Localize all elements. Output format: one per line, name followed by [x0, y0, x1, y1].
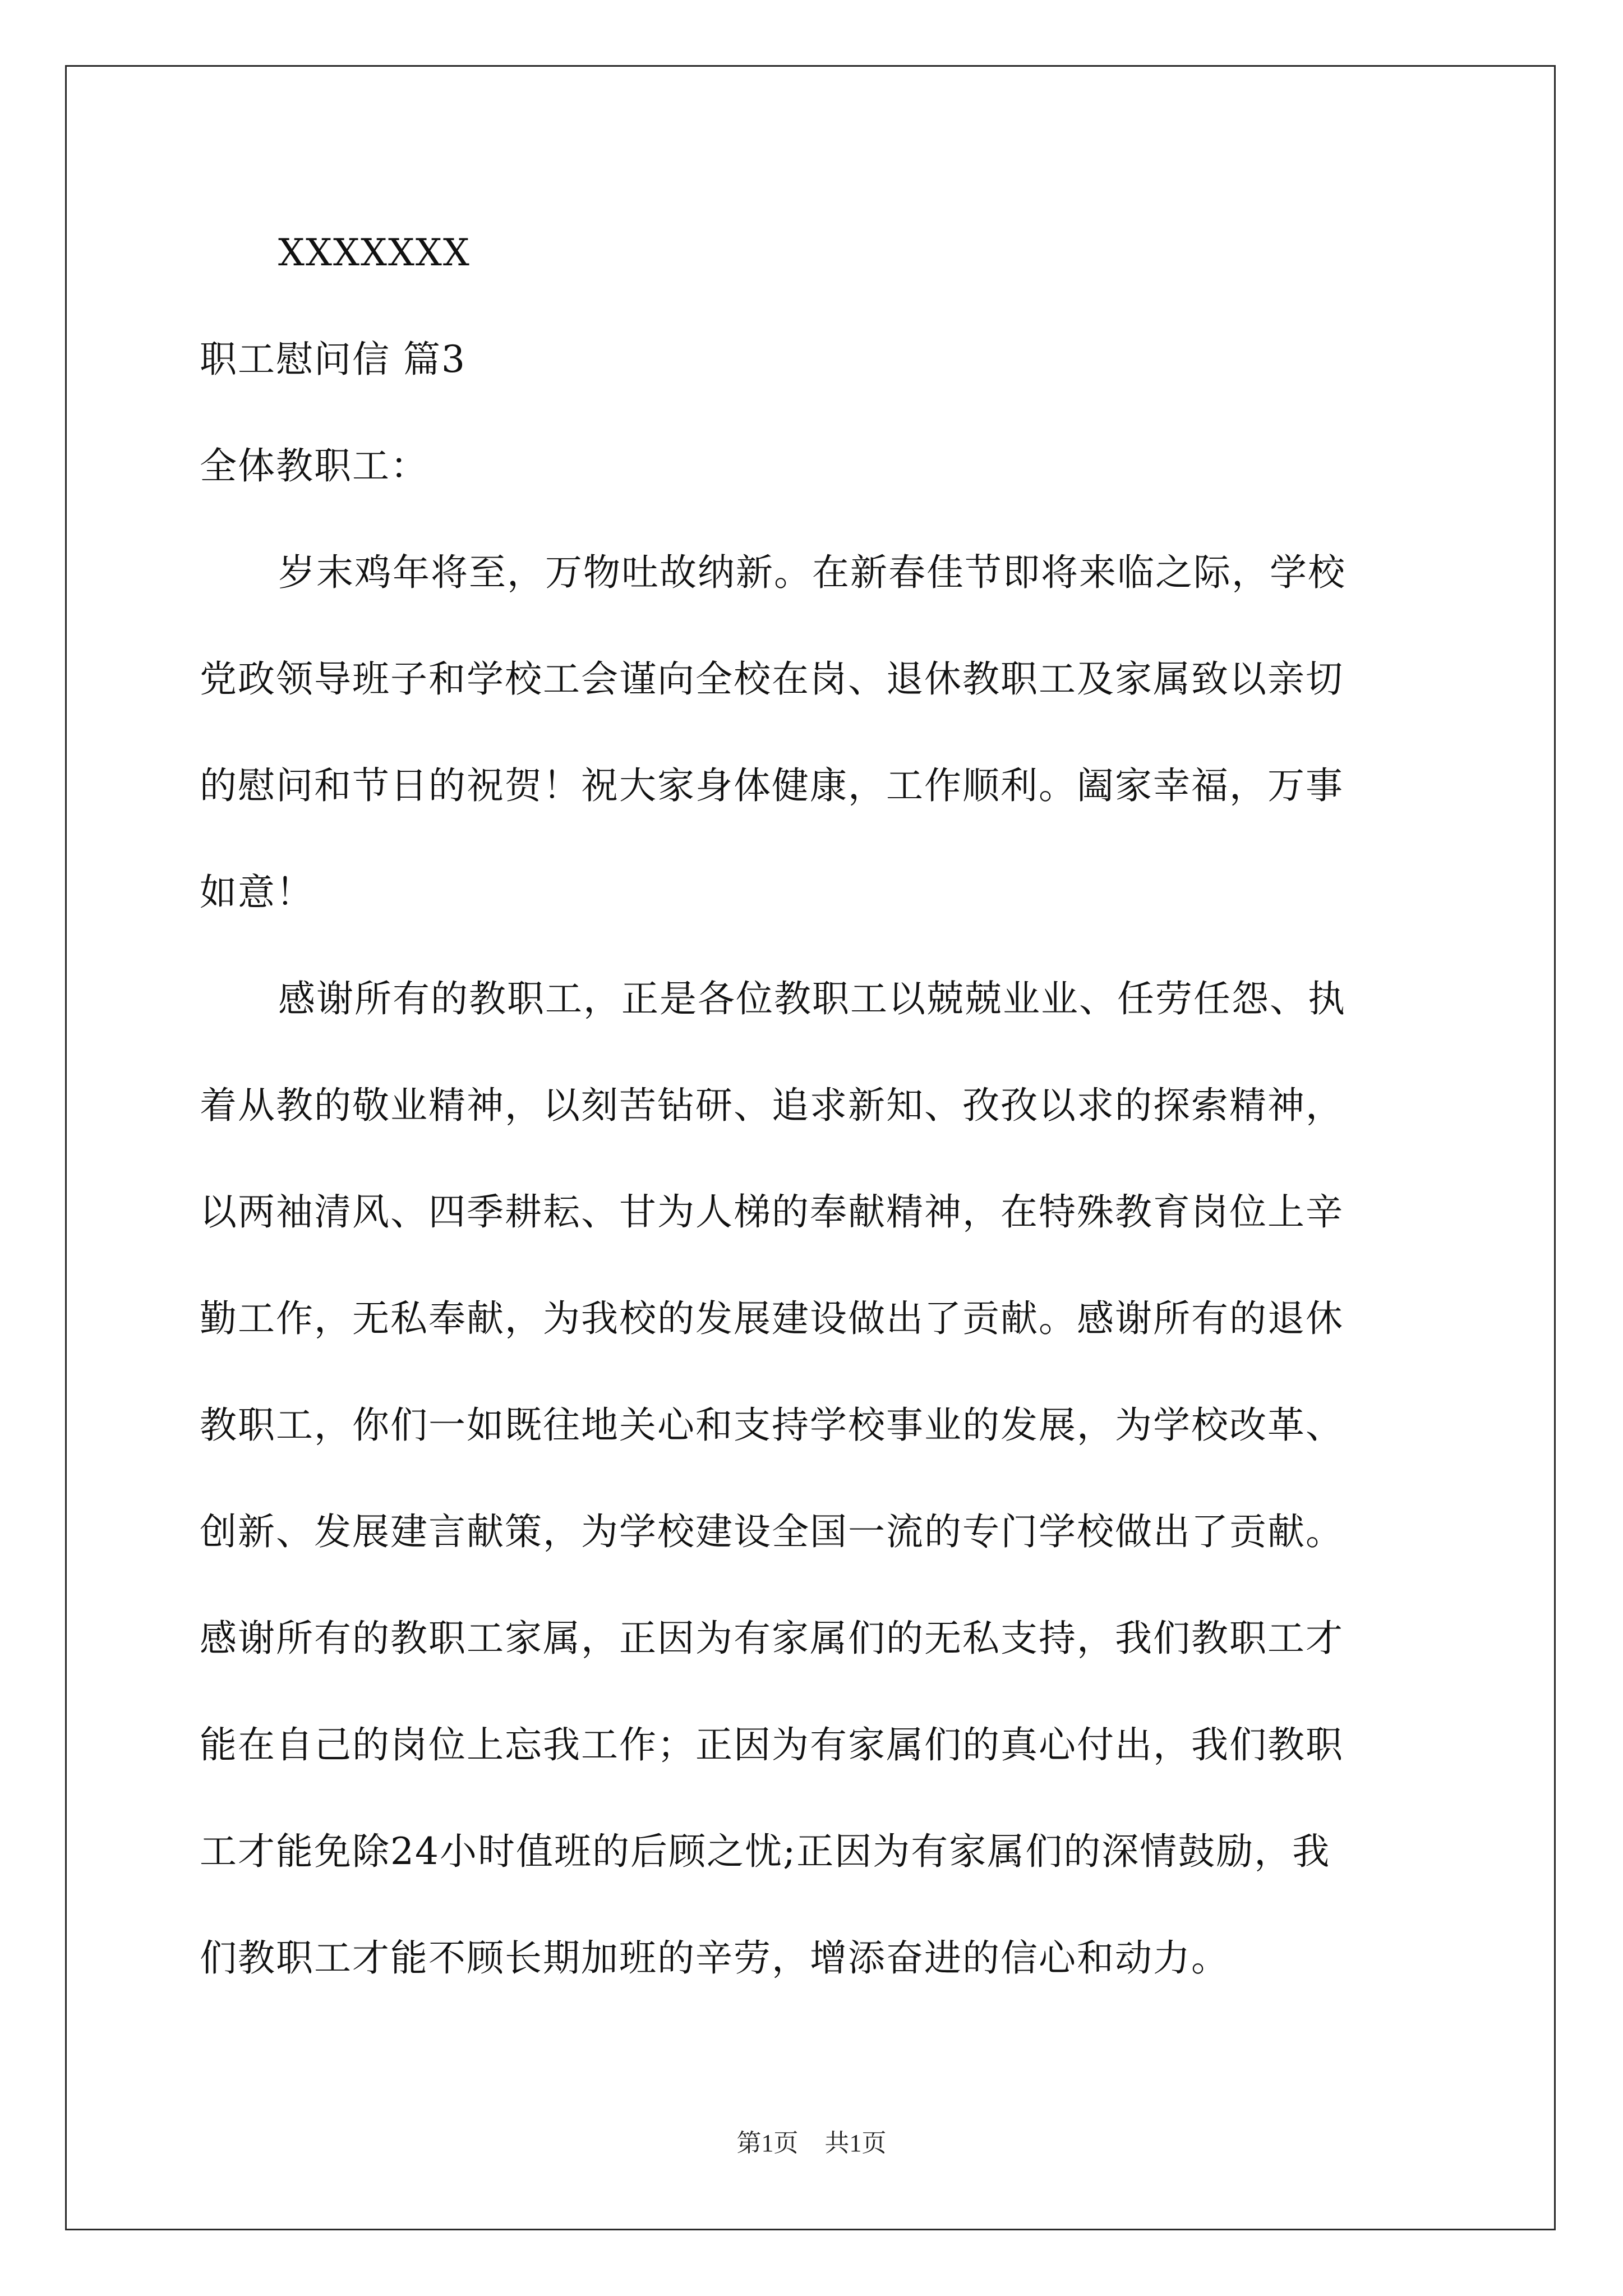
page-number: 第1页: [736, 2129, 799, 2157]
signature-text: XXXXXXX: [278, 231, 471, 274]
salutation: 全体教职工：: [200, 444, 428, 487]
paragraph-line: 教职工，你们一如既往地关心和支持学校事业的发展，为学校改革、: [200, 1404, 1344, 1447]
page-total: 共1页: [824, 2129, 887, 2157]
paragraph-line: 岁末鸡年将至，万物吐故纳新。在新春佳节即将来临之际，学校: [278, 551, 1346, 594]
page-footer: [0, 2123, 1623, 2159]
paragraph-line: 如意！: [200, 871, 314, 914]
paragraph-line: 感谢所有的教职工家属，正因为有家属们的无私支持，我们教职工才: [200, 1617, 1344, 1660]
paragraph-line: 创新、发展建言献策，为学校建设全国一流的专门学校做出了贡献。: [200, 1510, 1344, 1553]
paragraph-line: 的慰问和节日的祝贺！祝大家身体健康，工作顺利。阖家幸福，万事: [200, 764, 1344, 807]
page-border: [65, 65, 1556, 2230]
paragraph-line: 感谢所有的教职工，正是各位教职工以兢兢业业、任劳任怨、执: [278, 977, 1346, 1020]
paragraph-line: 能在自己的岗位上忘我工作；正因为有家属们的真心付出，我们教职: [200, 1723, 1344, 1766]
paragraph-line: 工才能免除24小时值班的后顾之忧;正因为有家属们的深情鼓励，我: [200, 1830, 1331, 1873]
document-title: 职工慰问信 篇3: [200, 338, 466, 381]
paragraph-line: 以两袖清风、四季耕耘、甘为人梯的奉献精神，在特殊教育岗位上辛: [200, 1190, 1344, 1234]
paragraph-line: 勤工作，无私奉献，为我校的发展建设做出了贡献。感谢所有的退休: [200, 1297, 1344, 1340]
paragraph-line: 党政领导班子和学校工会谨向全校在岗、退休教职工及家属致以亲切: [200, 657, 1344, 701]
paragraph-line: 们教职工才能不顾长期加班的辛劳，增添奋进的信心和动力。: [200, 1936, 1229, 1980]
paragraph-line: 着从教的敬业精神，以刻苦钻研、追求新知、孜孜以求的探索精神，: [200, 1084, 1344, 1127]
